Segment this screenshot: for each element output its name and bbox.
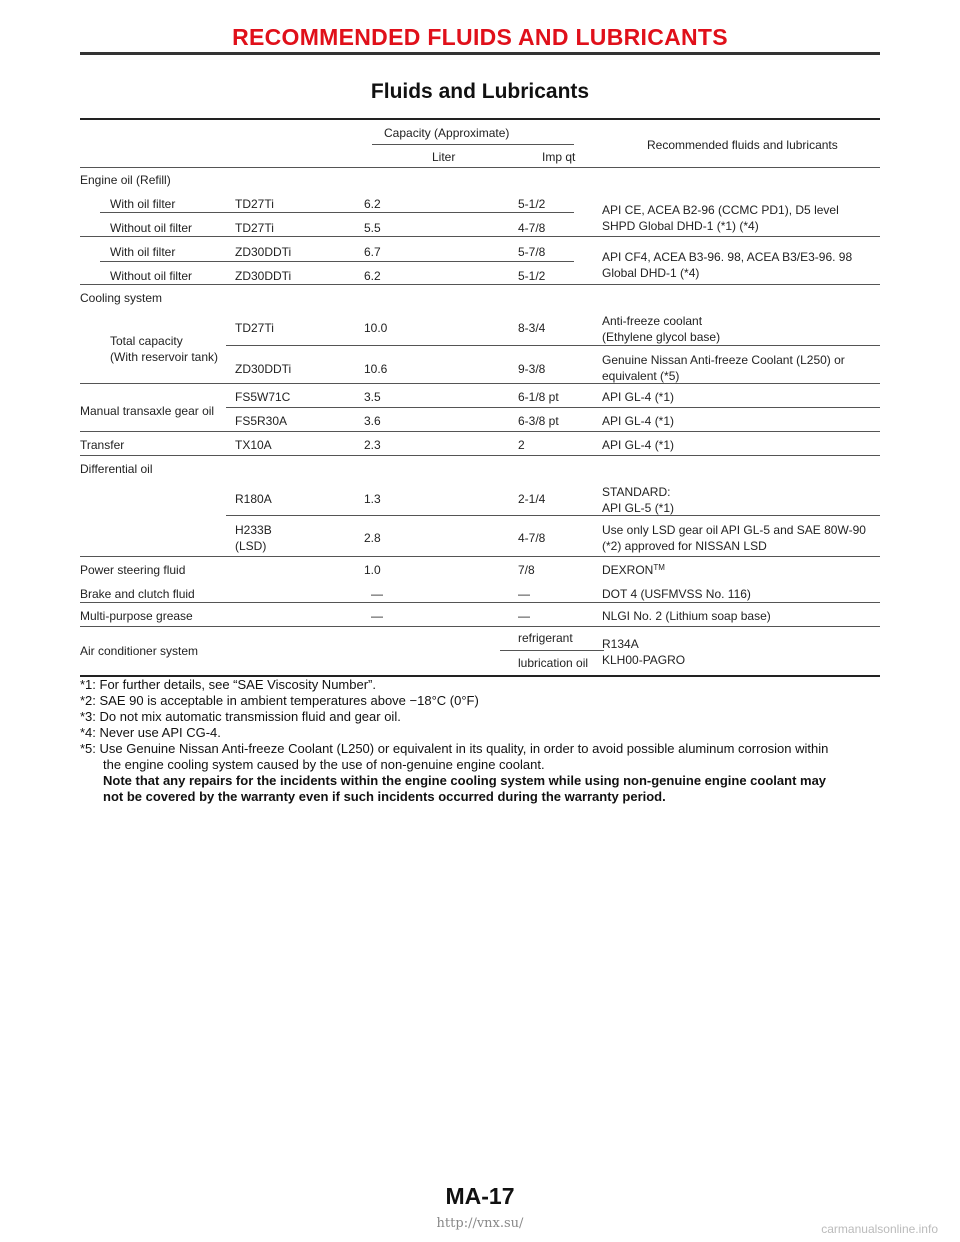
liter-cell: 3.5 (364, 390, 381, 404)
model-cell: R180A (235, 492, 272, 506)
liter-cell: 6.2 (364, 197, 381, 211)
page-title: Fluids and Lubricants (370, 80, 590, 103)
footnote-continuation: the engine cooling system caused by the use of non-genuine engine coolant. (103, 757, 545, 772)
banner-rule (80, 52, 880, 55)
impqt-cell: 6-3/8 pt (518, 414, 559, 428)
spec-cell: Anti-freeze coolant (602, 314, 703, 328)
liter-cell: 10.0 (364, 321, 388, 335)
model-cell: TD27Ti (235, 321, 274, 335)
item-label: With oil filter (110, 245, 176, 259)
liter-cell: 1.3 (364, 492, 381, 506)
footnote: *3: Do not mix automatic transmission fluid and gear oil. (80, 709, 401, 724)
dexron-text: DEXRON (602, 563, 654, 577)
cooling-label: Cooling system (80, 291, 163, 305)
spec-cell: Genuine Nissan Anti-freeze Coolant (L250) or (602, 353, 845, 367)
impqt-cell: 8-3/4 (518, 321, 546, 335)
impqt-header: Imp qt (542, 150, 576, 164)
impqt-cell: 6-1/8 pt (518, 390, 559, 404)
footnotes (80, 677, 880, 805)
trademark-sup: TM (653, 563, 665, 572)
spec-cell: equivalent (*5) (602, 369, 680, 383)
impqt-cell: 5-7/8 (518, 245, 546, 259)
spec-cell: Use only LSD gear oil API GL-5 and SAE 80W-90 (602, 523, 866, 537)
impqt-cell: 2 (518, 438, 525, 452)
spec-cell: API GL-4 (*1) (602, 414, 675, 428)
item-label: Without oil filter (110, 221, 193, 235)
liter-cell: 6.2 (364, 269, 381, 283)
model-cell: FS5W71C (235, 390, 291, 404)
model-cell: (LSD) (235, 539, 267, 553)
transfer-label: Transfer (80, 438, 125, 452)
impqt-cell: 7/8 (518, 563, 535, 577)
spec-cell: (*2) approved for NISSAN LSD (602, 539, 767, 553)
spec-cell: (Ethylene glycol base) (602, 330, 721, 344)
item-label: With oil filter (110, 197, 176, 211)
impqt-cell: 9-3/8 (518, 362, 546, 376)
impqt-cell: 5-1/2 (518, 197, 546, 211)
liter-cell: — (371, 609, 383, 623)
footnote: *4: Never use API CG-4. (80, 725, 221, 740)
cooling-sub-label: Total capacity (110, 334, 183, 348)
brake-label: Brake and clutch fluid (80, 587, 195, 601)
impqt-cell: 2-1/4 (518, 492, 546, 506)
spec-cell: STANDARD: (602, 485, 671, 499)
footer-link[interactable]: http://vnx.su/ (436, 1216, 524, 1231)
liter-cell: 10.6 (364, 362, 388, 376)
model-cell: TD27Ti (235, 221, 274, 235)
manual-label: Manual transaxle gear oil (80, 404, 215, 418)
power-steering-label: Power steering fluid (80, 563, 186, 577)
model-cell: ZD30DDTi (235, 362, 292, 376)
page-number: MA-17 (445, 1183, 515, 1209)
liter-cell: 3.6 (364, 414, 381, 428)
footnote: *5: Use Genuine Nissan Anti-freeze Coolant (L250) or equivalent in its quality, in order to avoid possible aluminum corrosion within (80, 741, 829, 756)
cooling-sub-label: (With reservoir tank) (110, 350, 219, 364)
liter-cell: — (371, 587, 383, 601)
impqt-cell: — (518, 587, 530, 601)
section-banner: RECOMMENDED FLUIDS AND LUBRICANTS (232, 24, 728, 50)
impqt-cell: 5-1/2 (518, 269, 546, 283)
aircon-label: Air conditioner system (80, 644, 199, 658)
differential-label: Differential oil (80, 462, 153, 476)
spec-cell (602, 562, 665, 578)
model-cell: TX10A (235, 438, 272, 452)
capacity-header: Capacity (Approximate) (384, 126, 510, 140)
engine-oil-label: Engine oil (Refill) (80, 173, 171, 187)
impqt-cell: 4-7/8 (518, 221, 546, 235)
model-cell: ZD30DDTi (235, 245, 292, 259)
spec-cell: API GL-5 (*1) (602, 501, 675, 515)
footnote: *1: For further details, see “SAE Viscosity Number”. (80, 677, 376, 692)
impqt-cell: 4-7/8 (518, 531, 546, 545)
spec-cell: DOT 4 (USFMVSS No. 116) (602, 587, 751, 601)
spec-cell: API CF4, ACEA B3-96. 98, ACEA B3/E3-96. 98 (602, 250, 853, 264)
footnote-warning: Note that any repairs for the incidents within the engine cooling system while using non-genuine engine coolant may (103, 773, 827, 788)
liter-cell: 6.7 (364, 245, 381, 259)
spec-cell: API GL-4 (*1) (602, 390, 675, 404)
spec-cell: Global DHD-1 (*4) (602, 266, 700, 280)
liter-cell: 5.5 (364, 221, 381, 235)
spec-cell: API GL-4 (*1) (602, 438, 675, 452)
item-label: Without oil filter (110, 269, 193, 283)
liter-header: Liter (432, 150, 456, 164)
liter-cell: 2.3 (364, 438, 381, 452)
spec-cell: KLH00-PAGRO (602, 653, 686, 667)
spec-cell: R134A (602, 637, 639, 651)
footnote-warning: not be covered by the warranty even if such incidents occurred during the warranty period. (103, 789, 666, 804)
refrigerant-label: refrigerant (518, 631, 573, 645)
model-cell: TD27Ti (235, 197, 274, 211)
liter-cell: 1.0 (364, 563, 381, 577)
watermark: carmanualsonline.info (821, 1222, 938, 1236)
spec-cell: API CE, ACEA B2-96 (CCMC PD1), D5 level (602, 203, 839, 217)
footnote: *2: SAE 90 is acceptable in ambient temperatures above −18°C (0°F) (80, 693, 479, 708)
model-cell: H233B (235, 523, 272, 537)
liter-cell: 2.8 (364, 531, 381, 545)
recommended-header: Recommended fluids and lubricants (647, 138, 838, 152)
model-cell: FS5R30A (235, 414, 288, 428)
spec-cell: NLGI No. 2 (Lithium soap base) (602, 609, 771, 623)
grease-label: Multi-purpose grease (80, 609, 193, 623)
model-cell: ZD30DDTi (235, 269, 292, 283)
spec-cell: SHPD Global DHD-1 (*1) (*4) (602, 219, 759, 233)
impqt-cell: — (518, 609, 530, 623)
lubrication-oil-label: lubrication oil (518, 656, 589, 670)
